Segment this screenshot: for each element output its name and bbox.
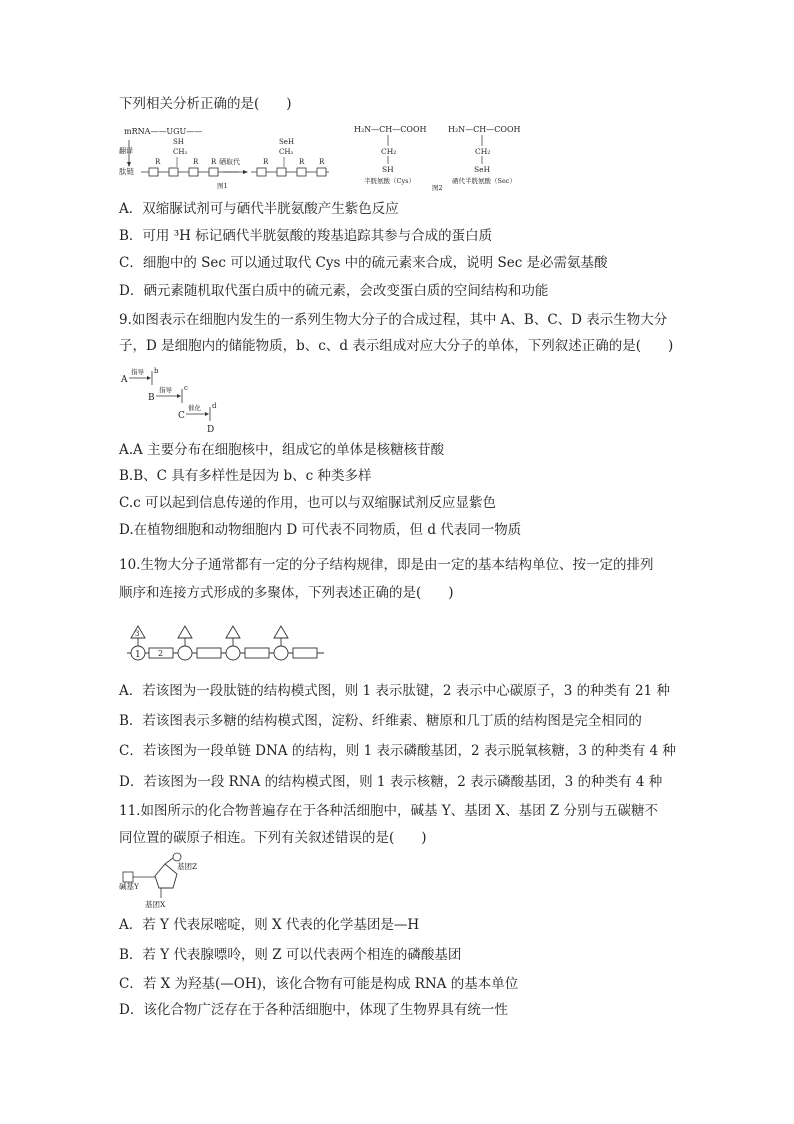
q8-option-a: A．双缩脲试剂可与硒代半胱氨酸产生紫色反应	[119, 201, 399, 217]
q10-circle	[178, 646, 192, 660]
q9-stem-line-1: 9.如图表示在细胞内发生的一系列生物大分子的合成过程，其中 A、B、C、D 表示生物大分	[119, 312, 668, 328]
q11-option-a: A．若 Y 代表尿嘧啶，则 X 代表的化学基团是—H	[119, 917, 420, 933]
q10-label-3: 3	[135, 630, 140, 638]
q10-rect	[245, 648, 269, 658]
q10-circle	[274, 646, 288, 660]
q10-option-b: B．若该图表示多糖的结构模式图，淀粉、纤维素、糖原和几丁质的结构图是完全相同的	[119, 713, 642, 729]
q9-unit-c: c	[184, 384, 188, 392]
q10-figure	[119, 620, 329, 664]
fig1-residue	[297, 168, 306, 176]
arrowhead-icon	[205, 412, 209, 416]
q11-base-box	[123, 872, 133, 882]
fig1-r: R	[263, 158, 269, 166]
q11-option-c: C．若 X 为羟基(—OH)，该化合物有可能是构成 RNA 的基本单位	[119, 976, 519, 992]
q9-unit-b: b	[154, 367, 159, 375]
q11-group-z-label: 基团Z	[177, 862, 198, 871]
q9-guide-2: 指导	[159, 386, 172, 394]
fig1-residue	[189, 168, 198, 176]
q9-stem-line-2: 子，D 是细胞内的储能物质，b、c、d 表示组成对应大分子的单体，下列叙述正确的是( )	[119, 338, 674, 354]
q8-figure-1	[119, 120, 334, 192]
fig1-substitute-label: 硒取代	[219, 158, 240, 166]
q10-triangle	[274, 626, 288, 638]
q9-guide-1: 指导	[131, 368, 144, 376]
q9-node-c: C	[178, 411, 185, 421]
fig2-sec-formula: H₂N—CH—COOH	[448, 125, 521, 134]
fig2-cys-name: 半胱氨酸（Cys）	[364, 177, 415, 185]
fig1-residue	[257, 168, 266, 176]
q10-rect	[197, 648, 221, 658]
q10-option-c: C．若该图为一段单链 DNA 的结构，则 1 表示磷酸基团，2 表示脱氧核糖，3 的种类有 4 种	[119, 743, 676, 759]
q10-option-d: D．若该图为一段 RNA 的结构模式图，则 1 表示核糖，2 表示磷酸基团，3 的种类有 4 种	[119, 774, 663, 790]
q11-base-label: 碱基Y	[119, 882, 139, 891]
q9-node-d: D	[207, 425, 215, 435]
arrowhead-icon	[177, 394, 181, 398]
q9-option-a: A.A 主要分布在细胞核中，组成它的单体是核糖核苷酸	[119, 442, 445, 458]
q9-node-a: A	[121, 375, 128, 385]
arrowhead-icon	[147, 376, 151, 380]
fig1-residue	[209, 168, 218, 176]
q8-option-b: B．可用 ³H 标记硒代半胱氨酸的羧基追踪其参与合成的蛋白质	[119, 228, 493, 244]
fig1-caption: 图1	[217, 182, 228, 190]
fig1-translate-label: 翻译	[119, 147, 133, 155]
q11-stem-line-2: 同位置的碳原子相连。下列有关叙述错误的是( )	[119, 830, 427, 846]
q10-stem-line-2: 顺序和连接方式形成的多聚体，下列表述正确的是( )	[119, 585, 454, 601]
q9-catalyze: 催化	[188, 404, 201, 412]
q10-label-2: 2	[158, 649, 164, 658]
fig2-sec-name: 硒代半胱氨酸（Sec）	[452, 177, 516, 185]
q11-stem-line-1: 11.如图所示的化合物普遍存在于各种活细胞中，碱基 Y、基团 X、基团 Z 分别与五碳糖不	[119, 803, 659, 819]
fig1-mrna: mRNA——UGU——	[124, 127, 203, 136]
arrowhead-icon	[243, 170, 248, 174]
fig1-sh: SH	[173, 138, 184, 146]
q8-option-c: C．细胞中的 Sec 可以通过取代 Cys 中的硫元素来合成，说明 Sec 是必需氨基酸	[119, 255, 608, 271]
q10-option-a: A．若该图为一段肽链的结构模式图，则 1 表示肽键，2 表示中心碳原子，3 的种类有 21 种	[119, 683, 670, 699]
fig1-seh: SeH	[279, 138, 295, 146]
fig2-cys-sh: SH	[382, 165, 394, 174]
fig2-cys-ch2: CH₂	[381, 147, 397, 156]
q10-triangle	[178, 626, 192, 638]
fig1-ch2: CH₂	[173, 148, 188, 156]
q11-option-d: D．该化合物广泛存在于各种活细胞中，体现了生物界具有统一性	[119, 1002, 508, 1018]
q10-circle	[226, 646, 240, 660]
q10-label-1: 1	[135, 650, 141, 660]
fig1-residue	[149, 168, 158, 176]
fig1-r: R	[319, 158, 325, 166]
q9-option-b: B.B、C 具有多样性是因为 b、c 种类多样	[119, 468, 372, 484]
fig2-sec-ch2: CH₂	[475, 147, 491, 156]
q10-stem-line-1: 10.生物大分子通常都有一定的分子结构规律，即是由一定的基本结构单位、按一定的排列	[119, 557, 654, 573]
q9-option-d: D.在植物细胞和动物细胞内 D 可代表不同物质，但 d 代表同一物质	[119, 522, 522, 538]
fig1-r: R	[211, 158, 217, 166]
q11-option-b: B．若 Y 代表腺嘌呤，则 Z 可以代表两个相连的磷酸基团	[119, 947, 462, 963]
fig2-caption: 图2	[432, 184, 443, 192]
q9-figure	[119, 363, 219, 435]
fig1-residue	[317, 168, 326, 176]
q9-node-b: B	[148, 393, 155, 403]
q11-figure	[119, 852, 214, 910]
fig1-ch2: CH₂	[279, 148, 294, 156]
q8-figure-2	[352, 120, 538, 192]
q10-rect	[293, 648, 317, 658]
q11-group-x-label: 基团X	[145, 900, 166, 909]
q8-stem: 下列相关分析正确的是( )	[119, 96, 292, 112]
fig1-peptide-label: 肽链	[119, 167, 134, 176]
fig1-r: R	[155, 158, 161, 166]
q11-pentose-ring	[155, 864, 177, 888]
fig2-sec-seh: SeH	[474, 165, 491, 174]
fig1-r: R	[299, 158, 305, 166]
fig1-r: R	[193, 158, 199, 166]
q11-group-z-circle	[173, 853, 181, 861]
q9-option-c: C.c 可以起到信息传递的作用，也可以与双缩脲试剂反应显紫色	[119, 495, 496, 511]
q8-option-d: D．硒元素随机取代蛋白质中的硫元素，会改变蛋白质的空间结构和功能	[119, 283, 549, 299]
q10-triangle	[226, 626, 240, 638]
fig1-residue	[169, 168, 178, 176]
fig1-residue	[277, 168, 286, 176]
fig2-cys-formula: H₂N—CH—COOH	[354, 125, 427, 134]
q9-unit-d: d	[212, 402, 217, 410]
